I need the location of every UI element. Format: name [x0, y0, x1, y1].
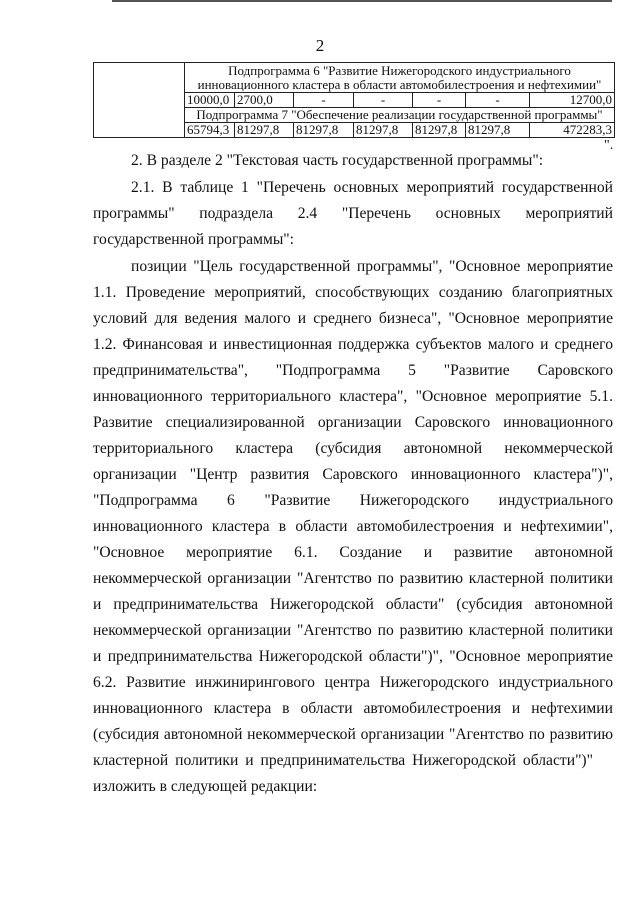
- closing-quote: ".: [604, 138, 614, 153]
- page-number: 2: [315, 36, 325, 55]
- text-line: 2. В разделе 2 "Текстовая часть государственной программы":: [131, 152, 544, 169]
- text-line: территориального кластера (субсидия автономной некоммерческой: [93, 440, 613, 457]
- cell: 65794,3: [185, 123, 235, 138]
- text-line: 1.1. Проведение мероприятий, способствующих созданию благоприятных: [93, 284, 613, 301]
- text-line: Развитие специализированной организации Саровского инновационного: [93, 414, 613, 431]
- cell: -: [413, 93, 466, 108]
- cell: -: [466, 93, 530, 108]
- cell: 12700,0: [530, 93, 615, 108]
- cell: 81297,8: [466, 123, 530, 138]
- text-line: предпринимательства", "Подпрограмма 5 "Развитие Саровского: [93, 362, 613, 379]
- empty-cell: [94, 63, 185, 138]
- cell: 81297,8: [354, 123, 413, 138]
- text-line: изложить в следующей редакции:: [93, 778, 318, 795]
- cell: 81297,8: [294, 123, 354, 138]
- title-line: инновационного кластера в области автомобилестроения и нефтехимии": [197, 76, 602, 92]
- text-line: инновационного кластера в области автомобилестроения и нефтехимии: [93, 700, 613, 717]
- text-line: кластерной политики и предпринимательства Нижегородской области")": [93, 752, 593, 769]
- subprogram-7-title: Подпрограмма 7 "Обеспечение реализации государственной программы": [185, 108, 615, 123]
- cell: 10000,0: [185, 93, 235, 108]
- text-line: позиции "Цель государственной программы", "Основное мероприятие: [131, 258, 613, 275]
- text-line: "Подпрограмма 6 "Развитие Нижегородского индустриального: [93, 492, 613, 509]
- subprogram-6-title: [185, 63, 615, 93]
- text-line: организации "Центр развития Саровского инновационного кластера")",: [93, 466, 613, 483]
- scan-edge-line: [112, 0, 612, 2]
- cell: 81297,8: [235, 123, 294, 138]
- text-line: некоммерческой организации "Агентство по развитию кластерной политики: [93, 570, 613, 587]
- cell: -: [354, 93, 413, 108]
- cell: 472283,3: [530, 123, 615, 138]
- title-line: Подпрограмма 6 "Развитие Нижегородского индустриального: [228, 62, 571, 78]
- table-row: [94, 63, 615, 93]
- text-line: "Основное мероприятие 6.1. Создание и развитие автономной: [93, 544, 613, 561]
- text-line: 1.2. Финансовая и инвестиционная поддержка субъектов малого и среднего: [93, 336, 613, 353]
- cell: 81297,8: [413, 123, 466, 138]
- cell: 2700,0: [235, 93, 294, 108]
- text-line: инновационного кластера в области автомобилестроения и нефтехимии",: [93, 518, 613, 535]
- text-line: 6.2. Развитие инжинирингового центра Нижегородского индустриального: [93, 674, 613, 691]
- text-line: 2.1. В таблице 1 "Перечень основных мероприятий государственной: [131, 179, 613, 196]
- text-line: инновационного территориального кластера", "Основное мероприятие 5.1.: [93, 388, 613, 405]
- funding-table: [93, 62, 615, 138]
- text-line: некоммерческой организации "Агентство по развитию кластерной политики: [93, 622, 613, 639]
- cell: -: [294, 93, 354, 108]
- text-line: условий для ведения малого и среднего бизнеса", "Основное мероприятие: [93, 310, 613, 327]
- text-line: и предпринимательства Нижегородской области" (субсидия автономной: [93, 596, 613, 613]
- text-line: (субсидия автономной некоммерческой организации "Агентство по развитию: [93, 726, 613, 743]
- text-line: государственной программы":: [93, 231, 294, 248]
- text-line: программы" подраздела 2.4 "Перечень основных мероприятий: [93, 205, 613, 222]
- text-line: и предпринимательства Нижегородской области")", "Основное мероприятие: [93, 648, 613, 665]
